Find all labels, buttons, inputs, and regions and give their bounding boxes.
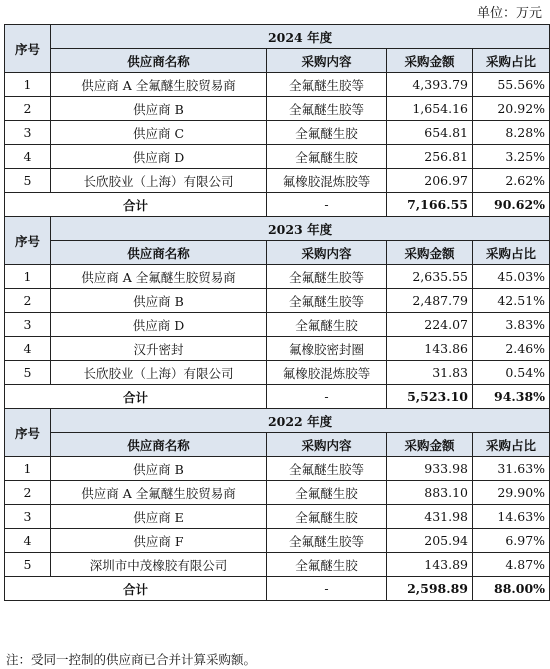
column-header-amount: 采购金额: [387, 49, 473, 73]
supplier-name: 供应商 D: [51, 145, 267, 169]
table-row: [5, 481, 550, 505]
purchase-content: 氟橡胶混炼胶等: [267, 361, 387, 385]
purchase-content: 全氟醚生胶: [267, 313, 387, 337]
purchase-content: 氟橡胶密封圈: [267, 337, 387, 361]
unit-label: 单位：万元: [476, 6, 542, 21]
supplier-name: 供应商 A 全氟醚生胶贸易商: [51, 481, 267, 505]
footnote: 注：受同一控制的供应商已合并计算采购额。: [6, 652, 257, 667]
purchase-share: 55.56%: [473, 73, 550, 97]
purchase-share: 31.63%: [473, 457, 550, 481]
column-header-supplier: 供应商名称: [51, 433, 267, 457]
supplier-name: 供应商 B: [51, 97, 267, 121]
purchase-content: 全氟醚生胶等: [267, 265, 387, 289]
row-number: 1: [5, 265, 51, 289]
row-number: 3: [5, 121, 51, 145]
purchase-amount: 933.98: [387, 457, 473, 481]
row-number: 3: [5, 313, 51, 337]
row-number: 5: [5, 553, 51, 577]
purchase-share: 8.28%: [473, 121, 550, 145]
total-label: 合计: [5, 385, 267, 409]
row-number: 1: [5, 457, 51, 481]
column-header-content: 采购内容: [267, 433, 387, 457]
purchase-amount: 143.86: [387, 337, 473, 361]
purchase-amount: 31.83: [387, 361, 473, 385]
purchase-share: 2.46%: [473, 337, 550, 361]
purchase-share: 45.03%: [473, 265, 550, 289]
purchase-share: 3.25%: [473, 145, 550, 169]
column-header-row: [5, 433, 550, 457]
total-content: -: [267, 193, 387, 217]
purchase-content: 氟橡胶混炼胶等: [267, 169, 387, 193]
year-label: 2022 年度: [51, 409, 550, 433]
row-number: 2: [5, 481, 51, 505]
purchase-amount: 4,393.79: [387, 73, 473, 97]
purchase-amount: 205.94: [387, 529, 473, 553]
supplier-name: 深圳市中茂橡胶有限公司: [51, 553, 267, 577]
purchase-content: 全氟醚生胶等: [267, 289, 387, 313]
table-row: [5, 553, 550, 577]
purchase-share: 3.83%: [473, 313, 550, 337]
year-header-row: [5, 217, 550, 241]
supplier-name: 汉升密封: [51, 337, 267, 361]
table-row: [5, 145, 550, 169]
table-row: [5, 169, 550, 193]
total-label: 合计: [5, 577, 267, 601]
year-label: 2024 年度: [51, 25, 550, 49]
supplier-name: 供应商 B: [51, 457, 267, 481]
purchase-content: 全氟醚生胶: [267, 145, 387, 169]
purchase-content: 全氟醚生胶等: [267, 529, 387, 553]
row-number: 1: [5, 73, 51, 97]
purchase-amount: 256.81: [387, 145, 473, 169]
purchase-share: 29.90%: [473, 481, 550, 505]
supplier-name: 供应商 A 全氟醚生胶贸易商: [51, 265, 267, 289]
supplier-name: 供应商 A 全氟醚生胶贸易商: [51, 73, 267, 97]
row-number: 3: [5, 505, 51, 529]
purchase-content: 全氟醚生胶等: [267, 73, 387, 97]
row-number: 5: [5, 169, 51, 193]
supplier-name: 供应商 D: [51, 313, 267, 337]
total-amount: 7,166.55: [387, 193, 473, 217]
table-row: [5, 121, 550, 145]
column-header-share: 采购占比: [473, 49, 550, 73]
table-row: [5, 337, 550, 361]
row-number: 4: [5, 529, 51, 553]
purchase-share: 4.87%: [473, 553, 550, 577]
table-row: [5, 289, 550, 313]
purchase-amount: 2,635.55: [387, 265, 473, 289]
purchase-amount: 143.89: [387, 553, 473, 577]
year-header-row: [5, 409, 550, 433]
seq-header: 序号: [5, 409, 51, 457]
column-header-amount: 采购金额: [387, 433, 473, 457]
row-number: 2: [5, 97, 51, 121]
supplier-name: 长欣胶业（上海）有限公司: [51, 169, 267, 193]
column-header-share: 采购占比: [473, 241, 550, 265]
table-row: [5, 97, 550, 121]
table-row: [5, 313, 550, 337]
total-share: 94.38%: [473, 385, 550, 409]
purchase-amount: 224.07: [387, 313, 473, 337]
purchase-content: 全氟醚生胶: [267, 481, 387, 505]
purchase-content: 全氟醚生胶: [267, 505, 387, 529]
table-row: [5, 265, 550, 289]
supplier-name: 供应商 C: [51, 121, 267, 145]
year-label: 2023 年度: [51, 217, 550, 241]
supplier-name: 长欣胶业（上海）有限公司: [51, 361, 267, 385]
purchase-content: 全氟醚生胶等: [267, 457, 387, 481]
purchase-share: 6.97%: [473, 529, 550, 553]
purchase-content: 全氟醚生胶: [267, 121, 387, 145]
column-header-row: [5, 49, 550, 73]
supplier-name: 供应商 E: [51, 505, 267, 529]
row-number: 4: [5, 337, 51, 361]
purchase-share: 0.54%: [473, 361, 550, 385]
table-row: [5, 73, 550, 97]
total-row: [5, 193, 550, 217]
total-share: 90.62%: [473, 193, 550, 217]
column-header-content: 采购内容: [267, 49, 387, 73]
purchase-amount: 654.81: [387, 121, 473, 145]
purchase-content: 全氟醚生胶等: [267, 97, 387, 121]
table-row: [5, 505, 550, 529]
row-number: 4: [5, 145, 51, 169]
purchase-amount: 1,654.16: [387, 97, 473, 121]
supplier-name: 供应商 B: [51, 289, 267, 313]
column-header-share: 采购占比: [473, 433, 550, 457]
column-header-supplier: 供应商名称: [51, 49, 267, 73]
purchase-content: 全氟醚生胶: [267, 553, 387, 577]
purchase-share: 2.62%: [473, 169, 550, 193]
total-content: -: [267, 385, 387, 409]
row-number: 2: [5, 289, 51, 313]
seq-header: 序号: [5, 217, 51, 265]
column-header-supplier: 供应商名称: [51, 241, 267, 265]
seq-header: 序号: [5, 25, 51, 73]
column-header-row: [5, 241, 550, 265]
total-label: 合计: [5, 193, 267, 217]
column-header-content: 采购内容: [267, 241, 387, 265]
row-number: 5: [5, 361, 51, 385]
purchase-amount: 431.98: [387, 505, 473, 529]
total-amount: 2,598.89: [387, 577, 473, 601]
total-row: [5, 577, 550, 601]
table-row: [5, 529, 550, 553]
table-row: [5, 361, 550, 385]
table-row: [5, 457, 550, 481]
purchase-amount: 883.10: [387, 481, 473, 505]
purchase-share: 42.51%: [473, 289, 550, 313]
purchase-amount: 2,487.79: [387, 289, 473, 313]
purchase-share: 20.92%: [473, 97, 550, 121]
year-header-row: [5, 25, 550, 49]
total-content: -: [267, 577, 387, 601]
purchase-amount: 206.97: [387, 169, 473, 193]
purchase-share: 14.63%: [473, 505, 550, 529]
supplier-purchase-table: [4, 24, 550, 601]
column-header-amount: 采购金额: [387, 241, 473, 265]
total-amount: 5,523.10: [387, 385, 473, 409]
supplier-name: 供应商 F: [51, 529, 267, 553]
total-share: 88.00%: [473, 577, 550, 601]
total-row: [5, 385, 550, 409]
